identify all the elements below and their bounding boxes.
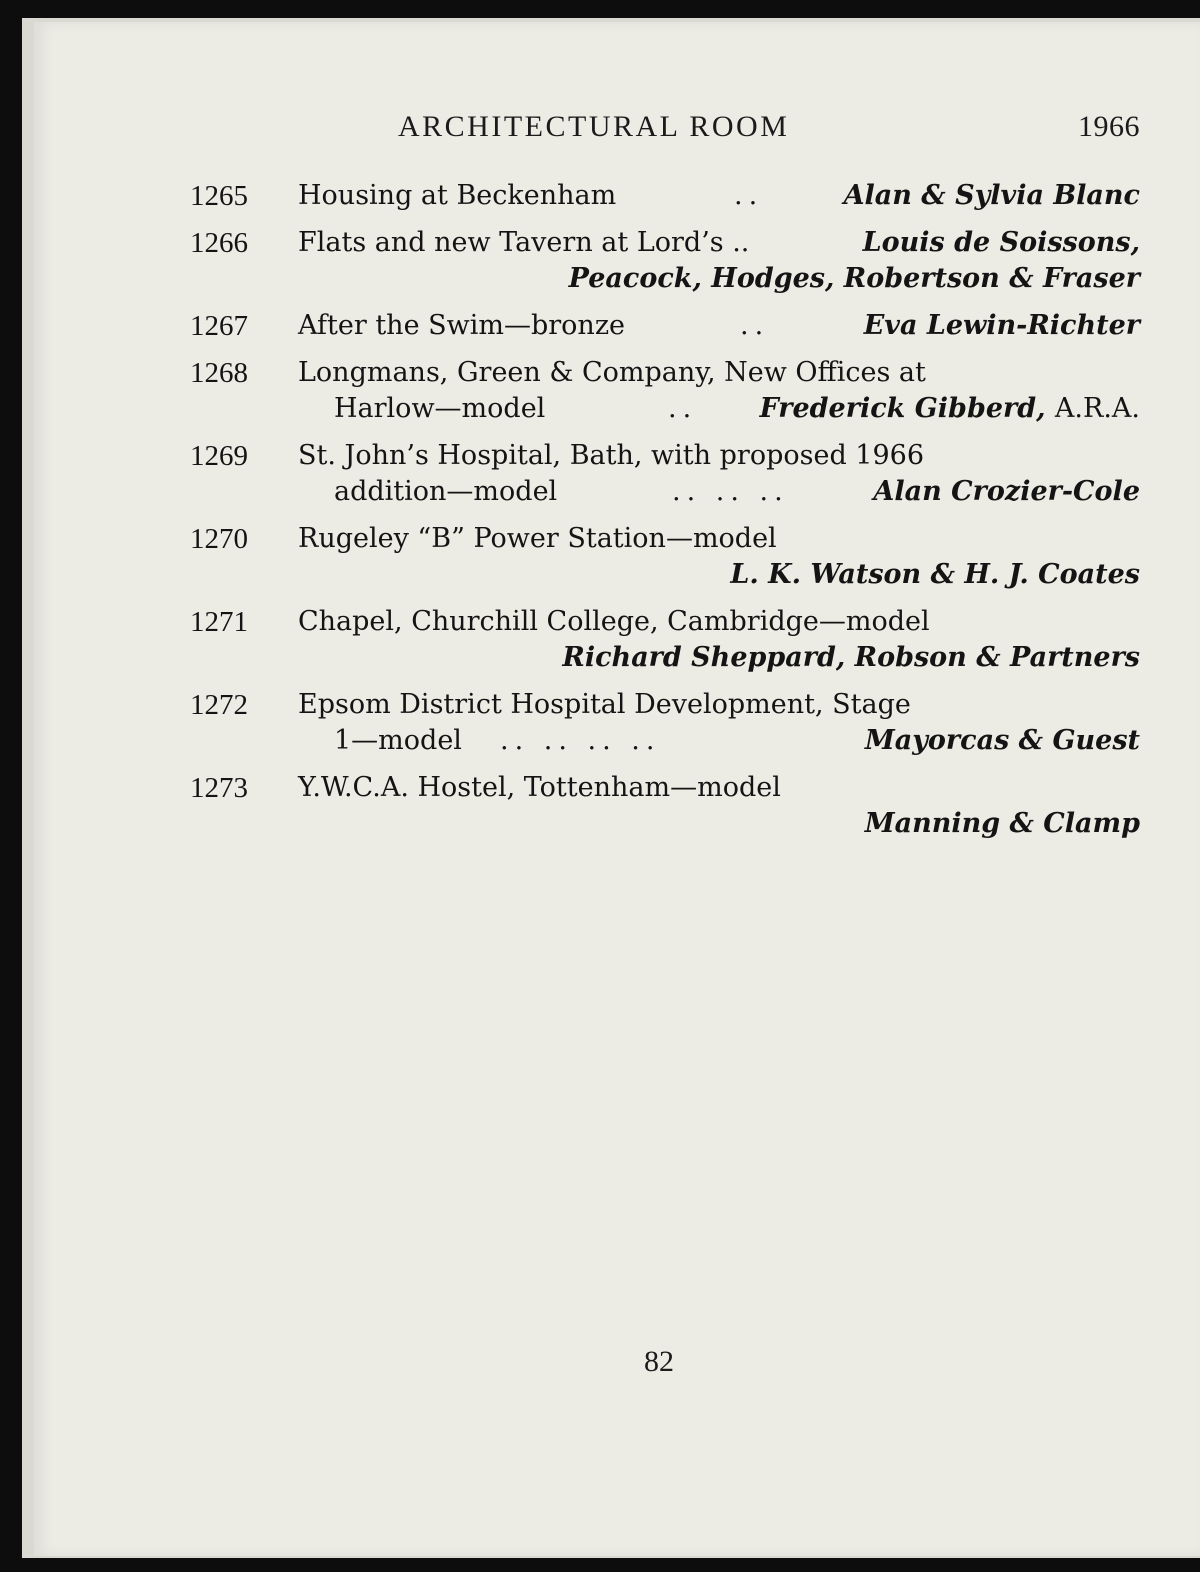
- section-title: ARCHITECTURAL ROOM: [398, 110, 790, 143]
- entry-title: After the Swim—bronze: [298, 310, 626, 341]
- leader-dots: ..: [734, 180, 764, 211]
- running-header: [0, 110, 1200, 154]
- entry-author: Louis de Soissons,: [862, 227, 1140, 258]
- entry-number: 1267: [190, 310, 248, 342]
- entry-author: Eva Lewin-Richter: [863, 310, 1140, 341]
- catalogue-entry: [0, 604, 1200, 676]
- leader-dots: .. .. ..: [672, 476, 789, 507]
- entry-title-continued: Harlow—model: [334, 393, 546, 424]
- catalogue-entry: [0, 178, 1200, 214]
- entry-title: Rugeley “B” Power Station—model: [298, 523, 777, 554]
- entry-author: Richard Sheppard, Robson & Partners: [562, 642, 1140, 673]
- entry-title: Housing at Beckenham: [298, 180, 617, 211]
- leader-dots: ..: [668, 393, 698, 424]
- entry-number: 1271: [190, 606, 248, 638]
- entry-author-continued: Peacock, Hodges, Robertson & Fraser: [568, 263, 1140, 294]
- catalogue-entry: [0, 355, 1200, 427]
- entry-title: Longmans, Green & Company, New Offices at: [298, 357, 926, 388]
- leader-dots: ..: [740, 310, 770, 341]
- entry-title: Chapel, Churchill College, Cambridge—model: [298, 606, 930, 637]
- catalogue-entries: [0, 178, 1200, 853]
- entry-number: 1270: [190, 523, 248, 555]
- entry-author: L. K. Watson & H. J. Coates: [730, 559, 1140, 590]
- entry-title: Y.W.C.A. Hostel, Tottenham—model: [298, 772, 781, 803]
- catalogue-entry: [0, 521, 1200, 593]
- entry-title-continued: 1—model: [334, 725, 462, 756]
- page-number: 82: [644, 1345, 674, 1378]
- catalogue-entry: [0, 225, 1200, 297]
- catalogue-entry: [0, 687, 1200, 759]
- entry-number: 1265: [190, 180, 248, 212]
- header-year: 1966: [1078, 110, 1140, 143]
- author-name: Frederick Gibberd,: [759, 393, 1046, 424]
- entry-number: 1268: [190, 357, 248, 389]
- entry-number: 1273: [190, 772, 248, 804]
- leader-dots: .. .. .. ..: [500, 725, 661, 756]
- entry-title-continued: addition—model: [334, 476, 558, 507]
- entry-author: Alan Crozier-Cole: [873, 476, 1140, 507]
- entry-title: St. John’s Hospital, Bath, with proposed 1966: [298, 440, 925, 471]
- entry-author: [760, 391, 1140, 427]
- entry-author: Mayorcas & Guest: [864, 725, 1140, 756]
- entry-title: Flats and new Tavern at Lord’s ..: [298, 227, 750, 258]
- catalogue-entry: [0, 438, 1200, 510]
- author-honour: A.R.A.: [1054, 393, 1140, 424]
- entry-title: Epsom District Hospital Development, Stage: [298, 689, 911, 720]
- entry-number: 1272: [190, 689, 248, 721]
- entry-number: 1269: [190, 440, 248, 472]
- catalogue-entry: [0, 308, 1200, 344]
- entry-author: Alan & Sylvia Blanc: [843, 180, 1140, 211]
- catalogue-entry: [0, 770, 1200, 842]
- entry-number: 1266: [190, 227, 248, 259]
- entry-author: Manning & Clamp: [864, 808, 1140, 839]
